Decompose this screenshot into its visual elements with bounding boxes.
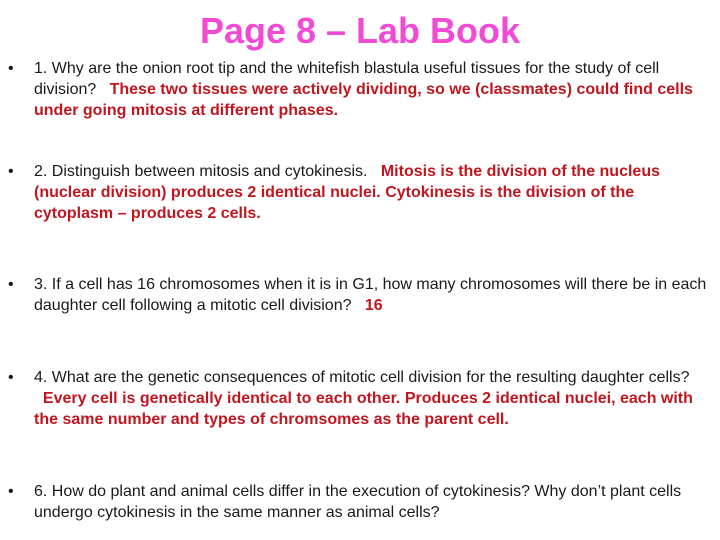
question-list [0,58,720,523]
question-text: 4. What are the genetic consequences of mitotic cell division for the resulting daughter cells? [34,369,690,386]
answer-text: Mitosis is the division of the nucleus (nuclear division) produces 2 identical nuclei. Cytokinesis is the division of the cytoplasm – produces 2 cells. [34,163,660,222]
bullet-icon: • [8,60,14,77]
question-item [0,58,720,121]
bullet-icon: • [8,369,14,386]
answer-text: Every cell is genetically identical to each other. Produces 2 identical nuclei, each with the same number and types of chromsomes as the parent cell. [34,390,693,428]
answer-text: 16 [355,297,383,314]
question-item [0,274,720,316]
page-title: Page 8 – Lab Book [199,10,521,51]
question-item [0,161,720,224]
question-item [0,481,720,523]
question-text: 3. If a cell has 16 chromosomes when it is in G1, how many chromosomes will there be in each daughter cell following a mitotic cell division? [34,276,707,314]
bullet-icon: • [8,163,14,180]
bullet-icon: • [8,483,14,500]
answer-text: These two tissues were actively dividing, so we (classmates) could find cells under going mitosis at different phases. [34,81,693,119]
question-text: 1. Why are the onion root tip and the whitefish blastula useful tissues for the study of cell division? [34,60,660,98]
question-text: 2. Distinguish between mitosis and cytokinesis. [34,163,368,180]
question-item [0,367,720,430]
question-text: 6. How do plant and animal cells differ in the execution of cytokinesis? Why don’t plant cells undergo cytokinesis in the same manner as animal cells? [34,483,682,521]
bullet-icon: • [8,276,14,293]
